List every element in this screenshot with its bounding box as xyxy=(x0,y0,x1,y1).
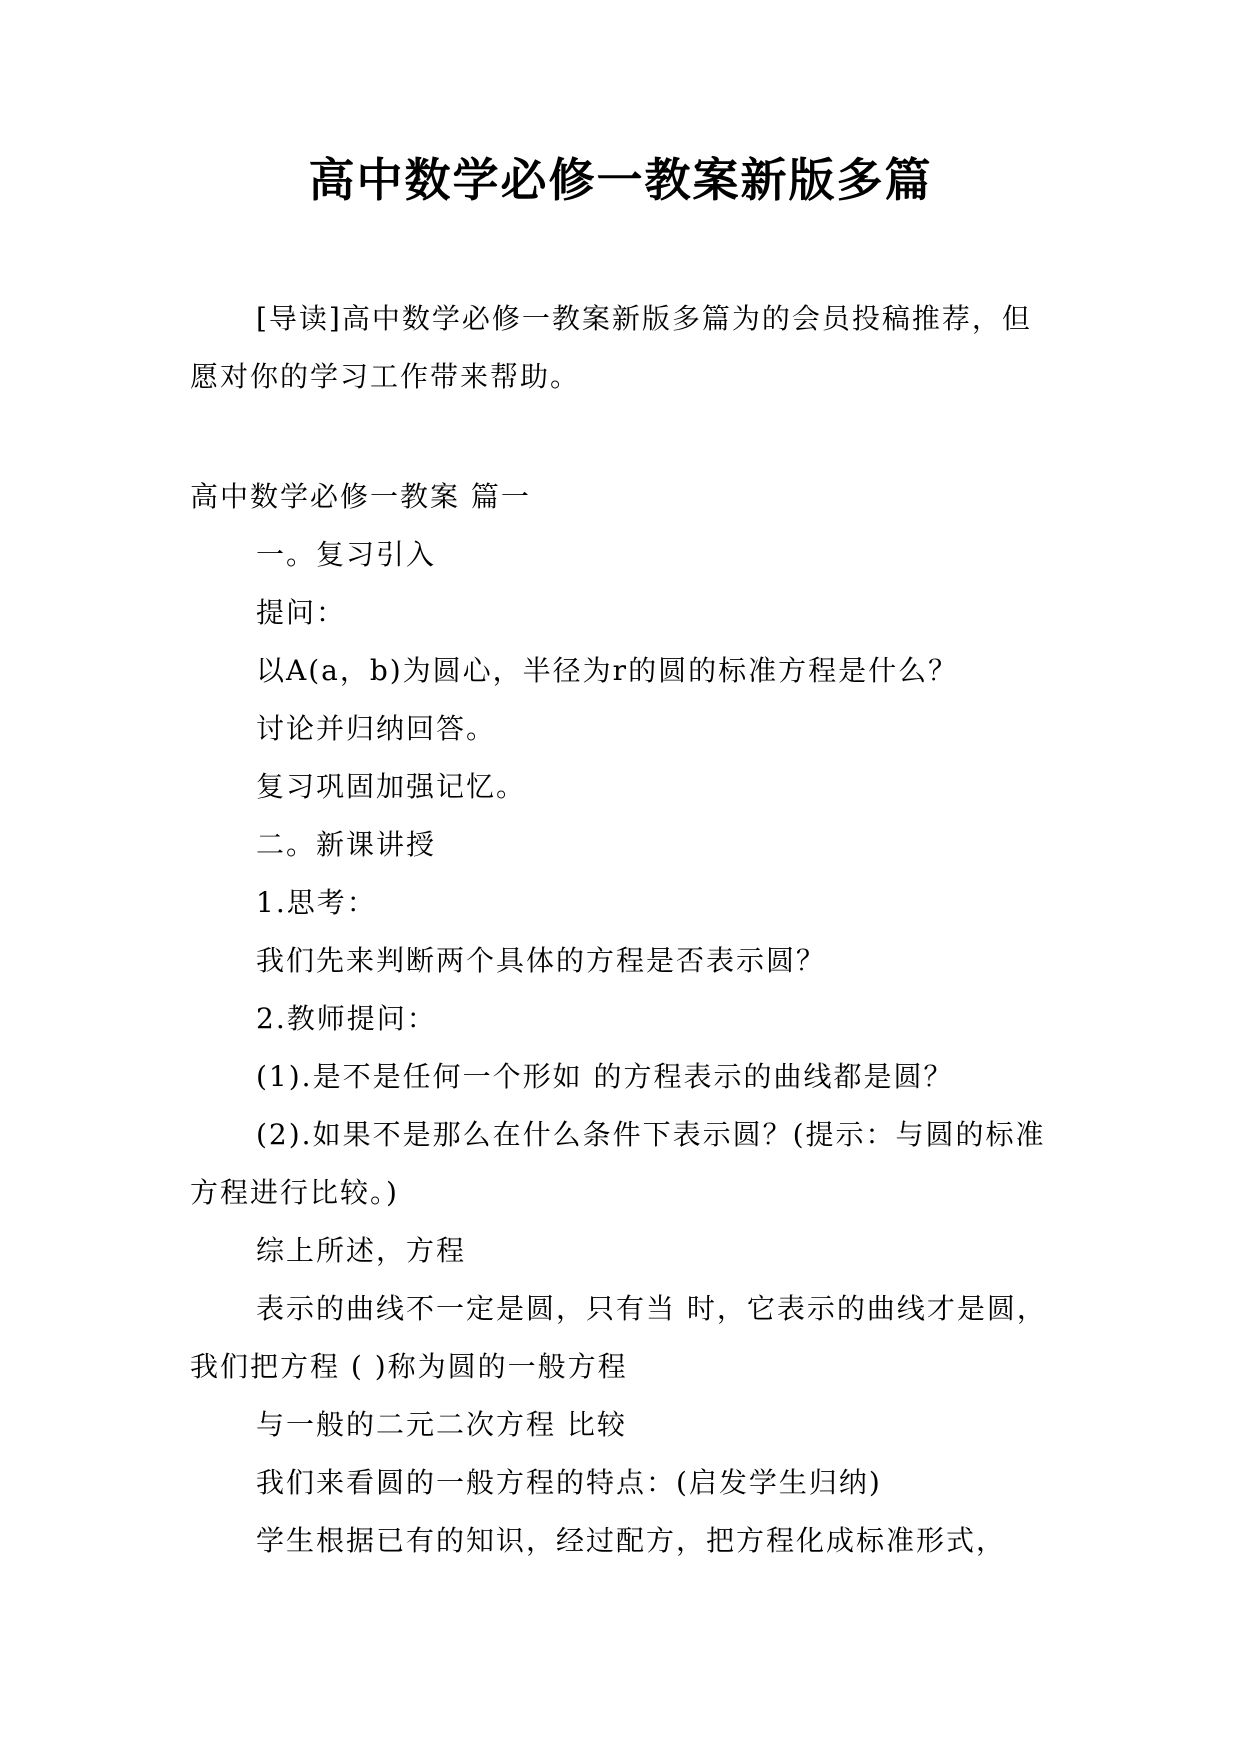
intro-paragraph: [导读]高中数学必修一教案新版多篇为的会员投稿推荐，但愿对你的学习工作带来帮助。 xyxy=(190,302,1032,393)
paragraph-features: 我们来看圆的一般方程的特点：(启发学生归纳) xyxy=(256,1466,882,1499)
paragraph-compare: 与一般的二元二次方程 比较 xyxy=(256,1408,627,1441)
document-body xyxy=(190,290,1050,1570)
paragraph-question-1: (1).是不是任何一个形如 的方程表示的曲线都是圆？ xyxy=(256,1060,954,1093)
section-heading: 高中数学必修一教案 篇一 xyxy=(190,480,531,513)
paragraph-question-label: 提问： xyxy=(256,596,347,629)
paragraph-completing-square: 学生根据已有的知识，经过配方，把方程化成标准形式， xyxy=(256,1524,1007,1557)
paragraph-standard-equation-question: 以A(a，b)为圆心，半径为r的圆的标准方程是什么？ xyxy=(256,654,959,687)
paragraph-summary: 综上所述，方程 xyxy=(256,1234,467,1267)
paragraph-think: 1.思考： xyxy=(256,886,377,919)
paragraph-review: 复习巩固加强记忆。 xyxy=(256,770,527,803)
paragraph-question-2: (2).如果不是那么在什么条件下表示圆？(提示：与圆的标准方程进行比较。) xyxy=(190,1118,1046,1209)
paragraph-teacher-question: 2.教师提问： xyxy=(256,1002,437,1035)
document-title: 高中数学必修一教案新版多篇 xyxy=(308,153,933,207)
paragraph-review-intro: 一。复习引入 xyxy=(256,538,437,571)
paragraph-general-equation: 表示的曲线不一定是圆，只有当 时，它表示的曲线才是圆， 我们把方程 ( )称为圆的一般方程 xyxy=(190,1292,1047,1383)
paragraph-discuss: 讨论并归纳回答。 xyxy=(256,712,497,745)
paragraph-new-lesson: 二。新课讲授 xyxy=(256,828,437,861)
paragraph-judge-equations: 我们先来判断两个具体的方程是否表示圆？ xyxy=(256,944,827,977)
